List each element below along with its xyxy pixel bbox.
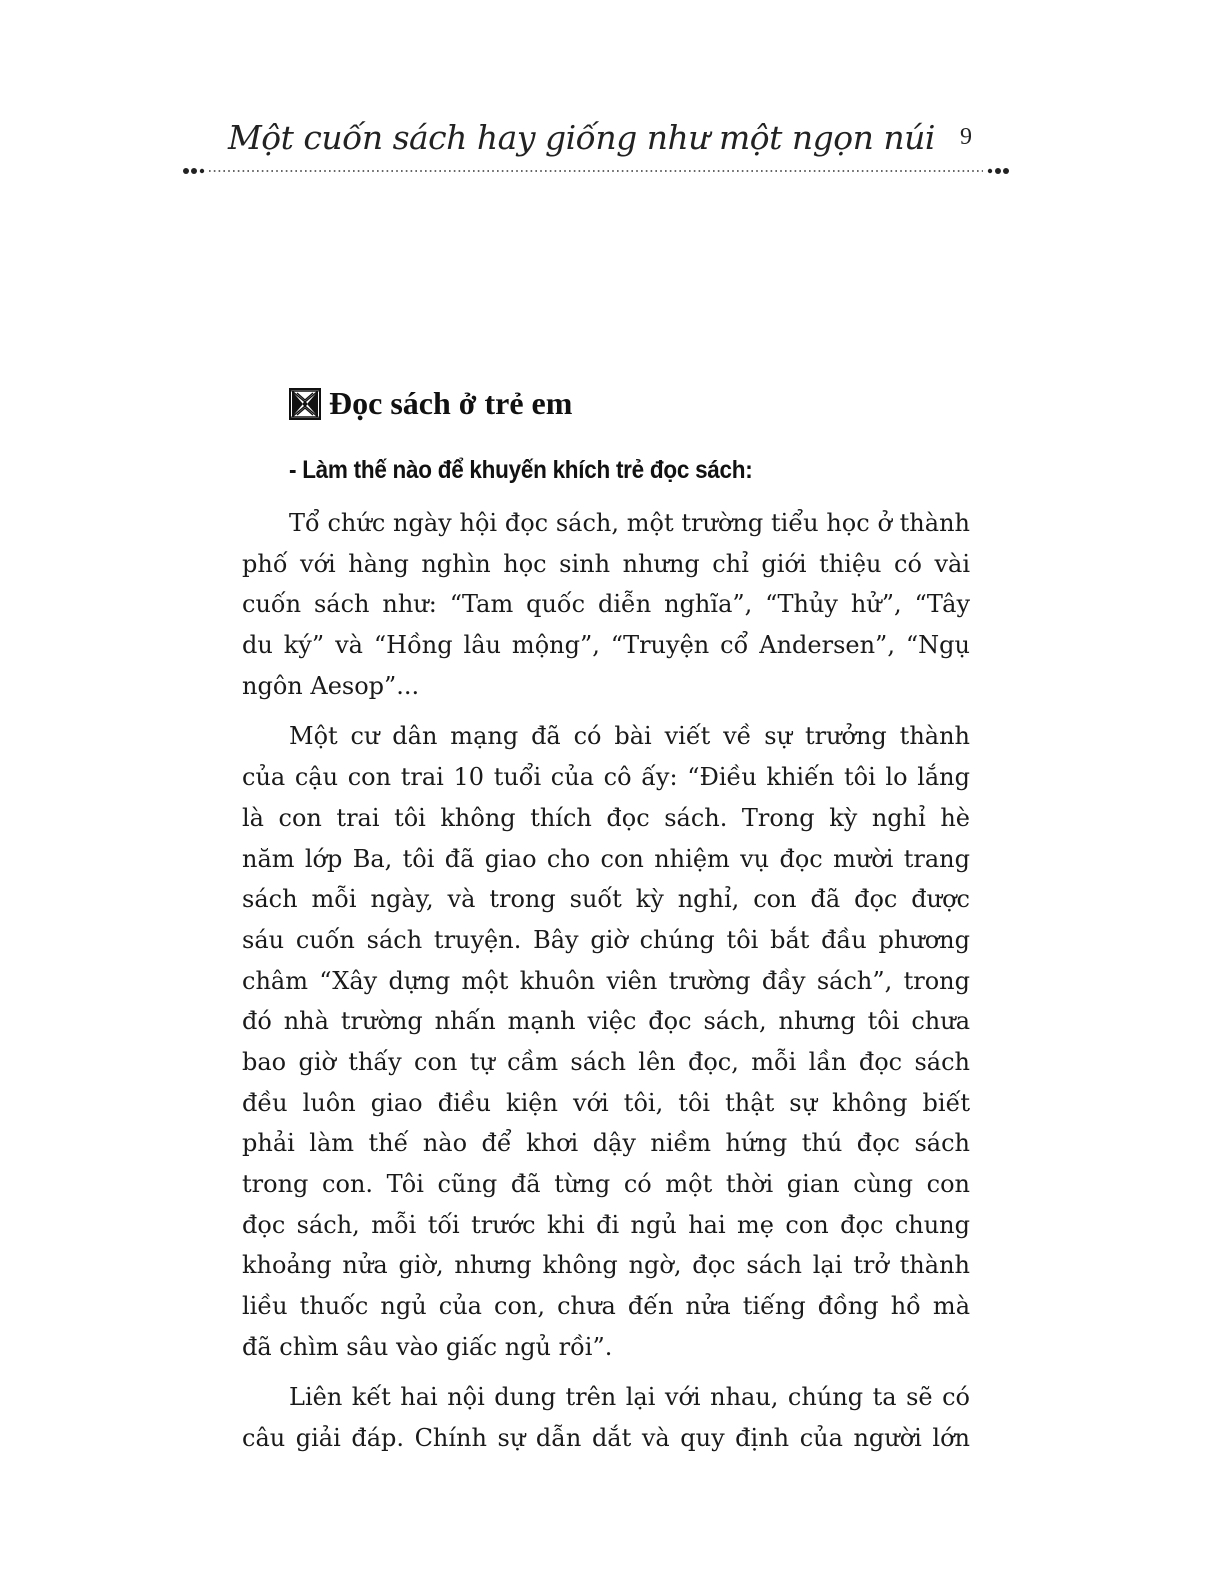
text-line: phố với hàng nghìn học sinh nhưng chỉ giới thiệu có vài bbox=[242, 549, 970, 578]
text-line: đọc sách, mỗi tối trước khi đi ngủ hai mẹ con đọc chung bbox=[242, 1210, 970, 1239]
text-line: cuốn sách như: “Tam quốc diễn nghĩa”, “Thủy hử”, “Tây bbox=[242, 590, 970, 619]
text-line: của cậu con trai 10 tuổi của cô ấy: “Điều khiến tôi lo lắng bbox=[242, 763, 970, 792]
text-line: Một cư dân mạng đã có bài viết về sự trưởng thành bbox=[289, 722, 970, 751]
body-text bbox=[242, 503, 970, 1469]
section-heading-text: Đọc sách ở trẻ em bbox=[329, 385, 573, 421]
text-line: là con trai tôi không thích đọc sách. Trong kỳ nghỉ hè bbox=[242, 803, 970, 832]
paragraph bbox=[242, 1377, 970, 1458]
ornament-icon bbox=[289, 388, 321, 420]
text-line: sách mỗi ngày, và trong suốt kỳ nghỉ, con đã đọc được bbox=[242, 885, 970, 914]
paragraph bbox=[242, 716, 970, 1367]
page-number: 9 bbox=[960, 124, 972, 150]
text-line: Tổ chức ngày hội đọc sách, một trường tiểu học ở thành bbox=[289, 509, 970, 537]
text-line: châm “Xây dựng một khuôn viên trường đầy sách”, trong bbox=[242, 966, 970, 995]
text-line: trong con. Tôi cũng đã từng có một thời gian cùng con bbox=[242, 1170, 970, 1198]
text-line: phải làm thế nào để khơi dậy niềm hứng thú đọc sách bbox=[242, 1129, 970, 1158]
text-line: khoảng nửa giờ, nhưng không ngờ, đọc sách lại trở thành bbox=[242, 1251, 970, 1280]
text-line: liều thuốc ngủ của con, chưa đến nửa tiếng đồng hồ mà bbox=[242, 1292, 970, 1321]
text-line: Liên kết hai nội dung trên lại với nhau, chúng ta sẽ có bbox=[289, 1383, 970, 1412]
text-line: đó nhà trường nhấn mạnh việc đọc sách, nhưng tôi chưa bbox=[242, 1007, 970, 1036]
text-line: du ký” và “Hồng lâu mộng”, “Truyện cổ Andersen”, “Ngụ bbox=[242, 631, 970, 660]
text-line: câu giải đáp. Chính sự dẫn dắt và quy định của người lớn bbox=[242, 1424, 970, 1453]
text-line: năm lớp Ba, tôi đã giao cho con nhiệm vụ đọc mười trang bbox=[242, 844, 970, 873]
text-line: sáu cuốn sách truyện. Bây giờ chúng tôi bắt đầu phương bbox=[242, 925, 970, 954]
text-line: ngôn Aesop”... bbox=[242, 671, 420, 700]
header-dotted-rule bbox=[183, 166, 1009, 176]
text-line: đã chìm sâu vào giấc ngủ rồi”. bbox=[242, 1332, 613, 1361]
section-subheading: - Làm thế nào để khuyến khích trẻ đọc sách: bbox=[289, 456, 753, 484]
running-header-title: Một cuốn sách hay giống như một ngọn núi bbox=[228, 118, 935, 157]
text-line: bao giờ thấy con tự cầm sách lên đọc, mỗi lần đọc sách bbox=[242, 1047, 970, 1076]
paragraph bbox=[242, 503, 970, 706]
section-heading bbox=[289, 385, 572, 422]
running-header bbox=[228, 118, 972, 168]
text-line: đều luôn giao điều kiện với tôi, tôi thật sự không biết bbox=[242, 1088, 970, 1117]
